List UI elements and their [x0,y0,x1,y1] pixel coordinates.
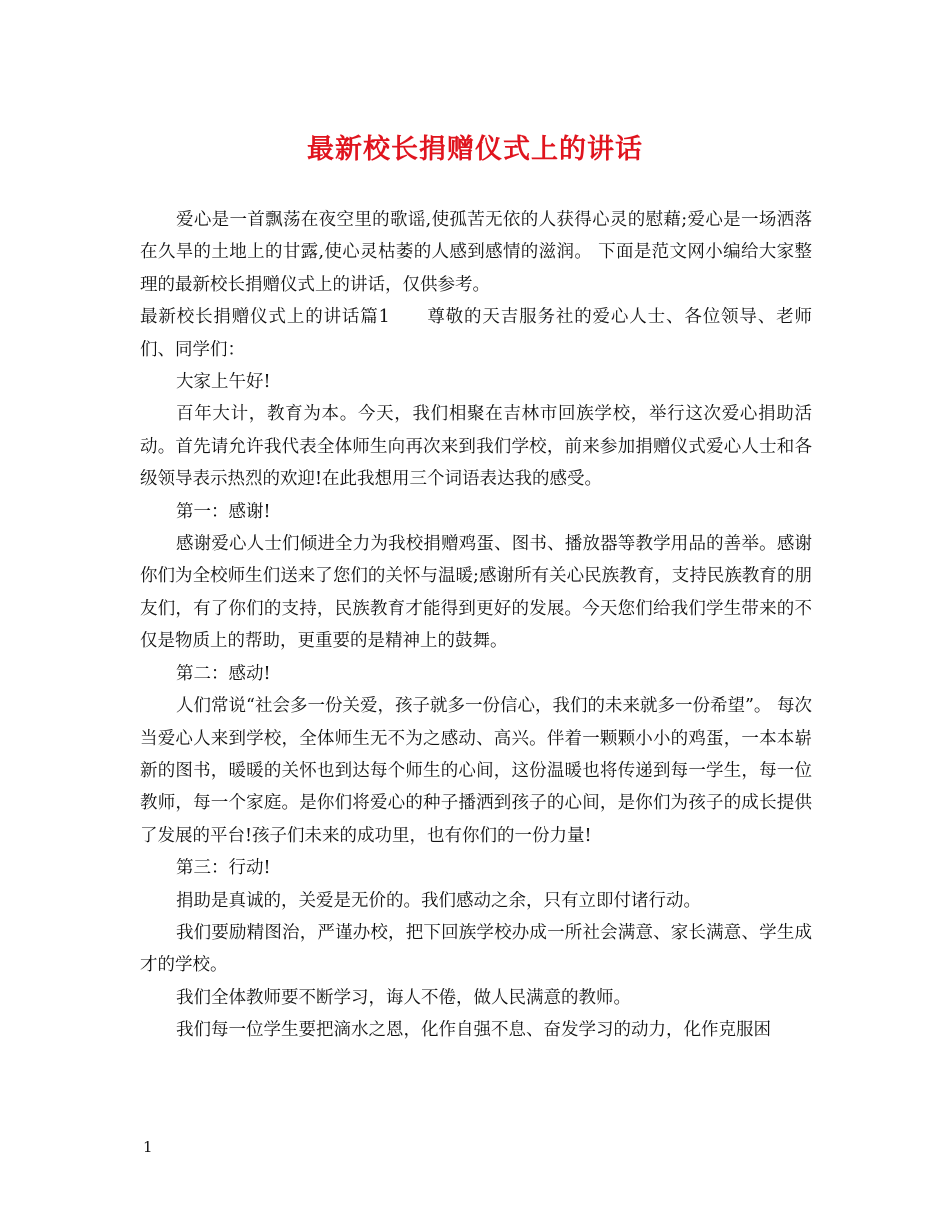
paragraph: 最新校长捐赠仪式上的讲话篇1 尊敬的天吉服务社的爱心人士、各位领导、老师们、同学们： [140,307,812,360]
page-number: 1 [143,1138,153,1156]
paragraph: 我们全体教师要不断学习，诲人不倦，做人民满意的教师。 [176,987,631,1008]
paragraph: 感谢爱心人士们倾进全力为我校捐赠鸡蛋、图书、播放器等教学用品的善举。感谢你们为全校师生们送来了您们的关怀与温暖;感谢所有关心民族教育，支持民族教育的朋友们，有了你们的支持，民族教育才能得到更好的发展。今天您们给我们学生带来的不仅是物质上的帮助，更重要的是精神上的鼓舞。 [140,534,812,652]
paragraph: 第一：感谢! [176,501,271,522]
paragraph: 爱心是一首飘荡在夜空里的歌谣,使孤苦无依的人获得心灵的慰藉;爱心是一场洒落在久旱的土地上的甘露,使心灵枯萎的人感到感情的滋润。 下面是范文网小编给大家整理的最新校长捐赠仪式上的讲话，仅供参考。 [140,210,812,295]
paragraph: 人们常说“社会多一份关爱，孩子就多一份信心，我们的未来就多一份希望”。 每次当爱心人来到学校，全体师生无不为之感动、高兴。伴着一颗颗小小的鸡蛋，一本本崭新的图书，暖暖的关怀也到达每个师生的心间，这份温暖也将传递到每一学生，每一位教师，每一个家庭。是你们将爱心的种子播洒到孩子的心间，是你们为孩子的成长提供了发展的平台!孩子们未来的成功里，也有你们的一份力量! [140,696,812,846]
paragraph: 捐助是真诚的，关爱是无价的。我们感动之余，只有立即付诸行动。 [176,890,701,911]
paragraph: 我们要励精图治，严谨办校，把下回族学校办成一所社会满意、家长满意、学生成才的学校。 [140,922,812,976]
paragraph: 第三：行动! [176,858,271,879]
document-title: 最新校长捐赠仪式上的讲话 [307,134,643,165]
paragraph: 百年大计，教育为本。今天，我们相聚在吉林市回族学校，举行这次爱心捐助活动。首先请允许我代表全体师生向再次来到我们学校，前来参加捐赠仪式爱心人士和各级领导表示热烈的欢迎!在此我想用三个词语表达我的感受。 [140,404,812,490]
paragraph: 我们每一位学生要把滴水之恩，化作自强不息、奋发学习的动力，化作克服困 [176,1020,771,1041]
document-body [140,204,812,1047]
paragraph: 大家上午好! [176,372,271,393]
paragraph: 第二：感动! [176,663,271,684]
